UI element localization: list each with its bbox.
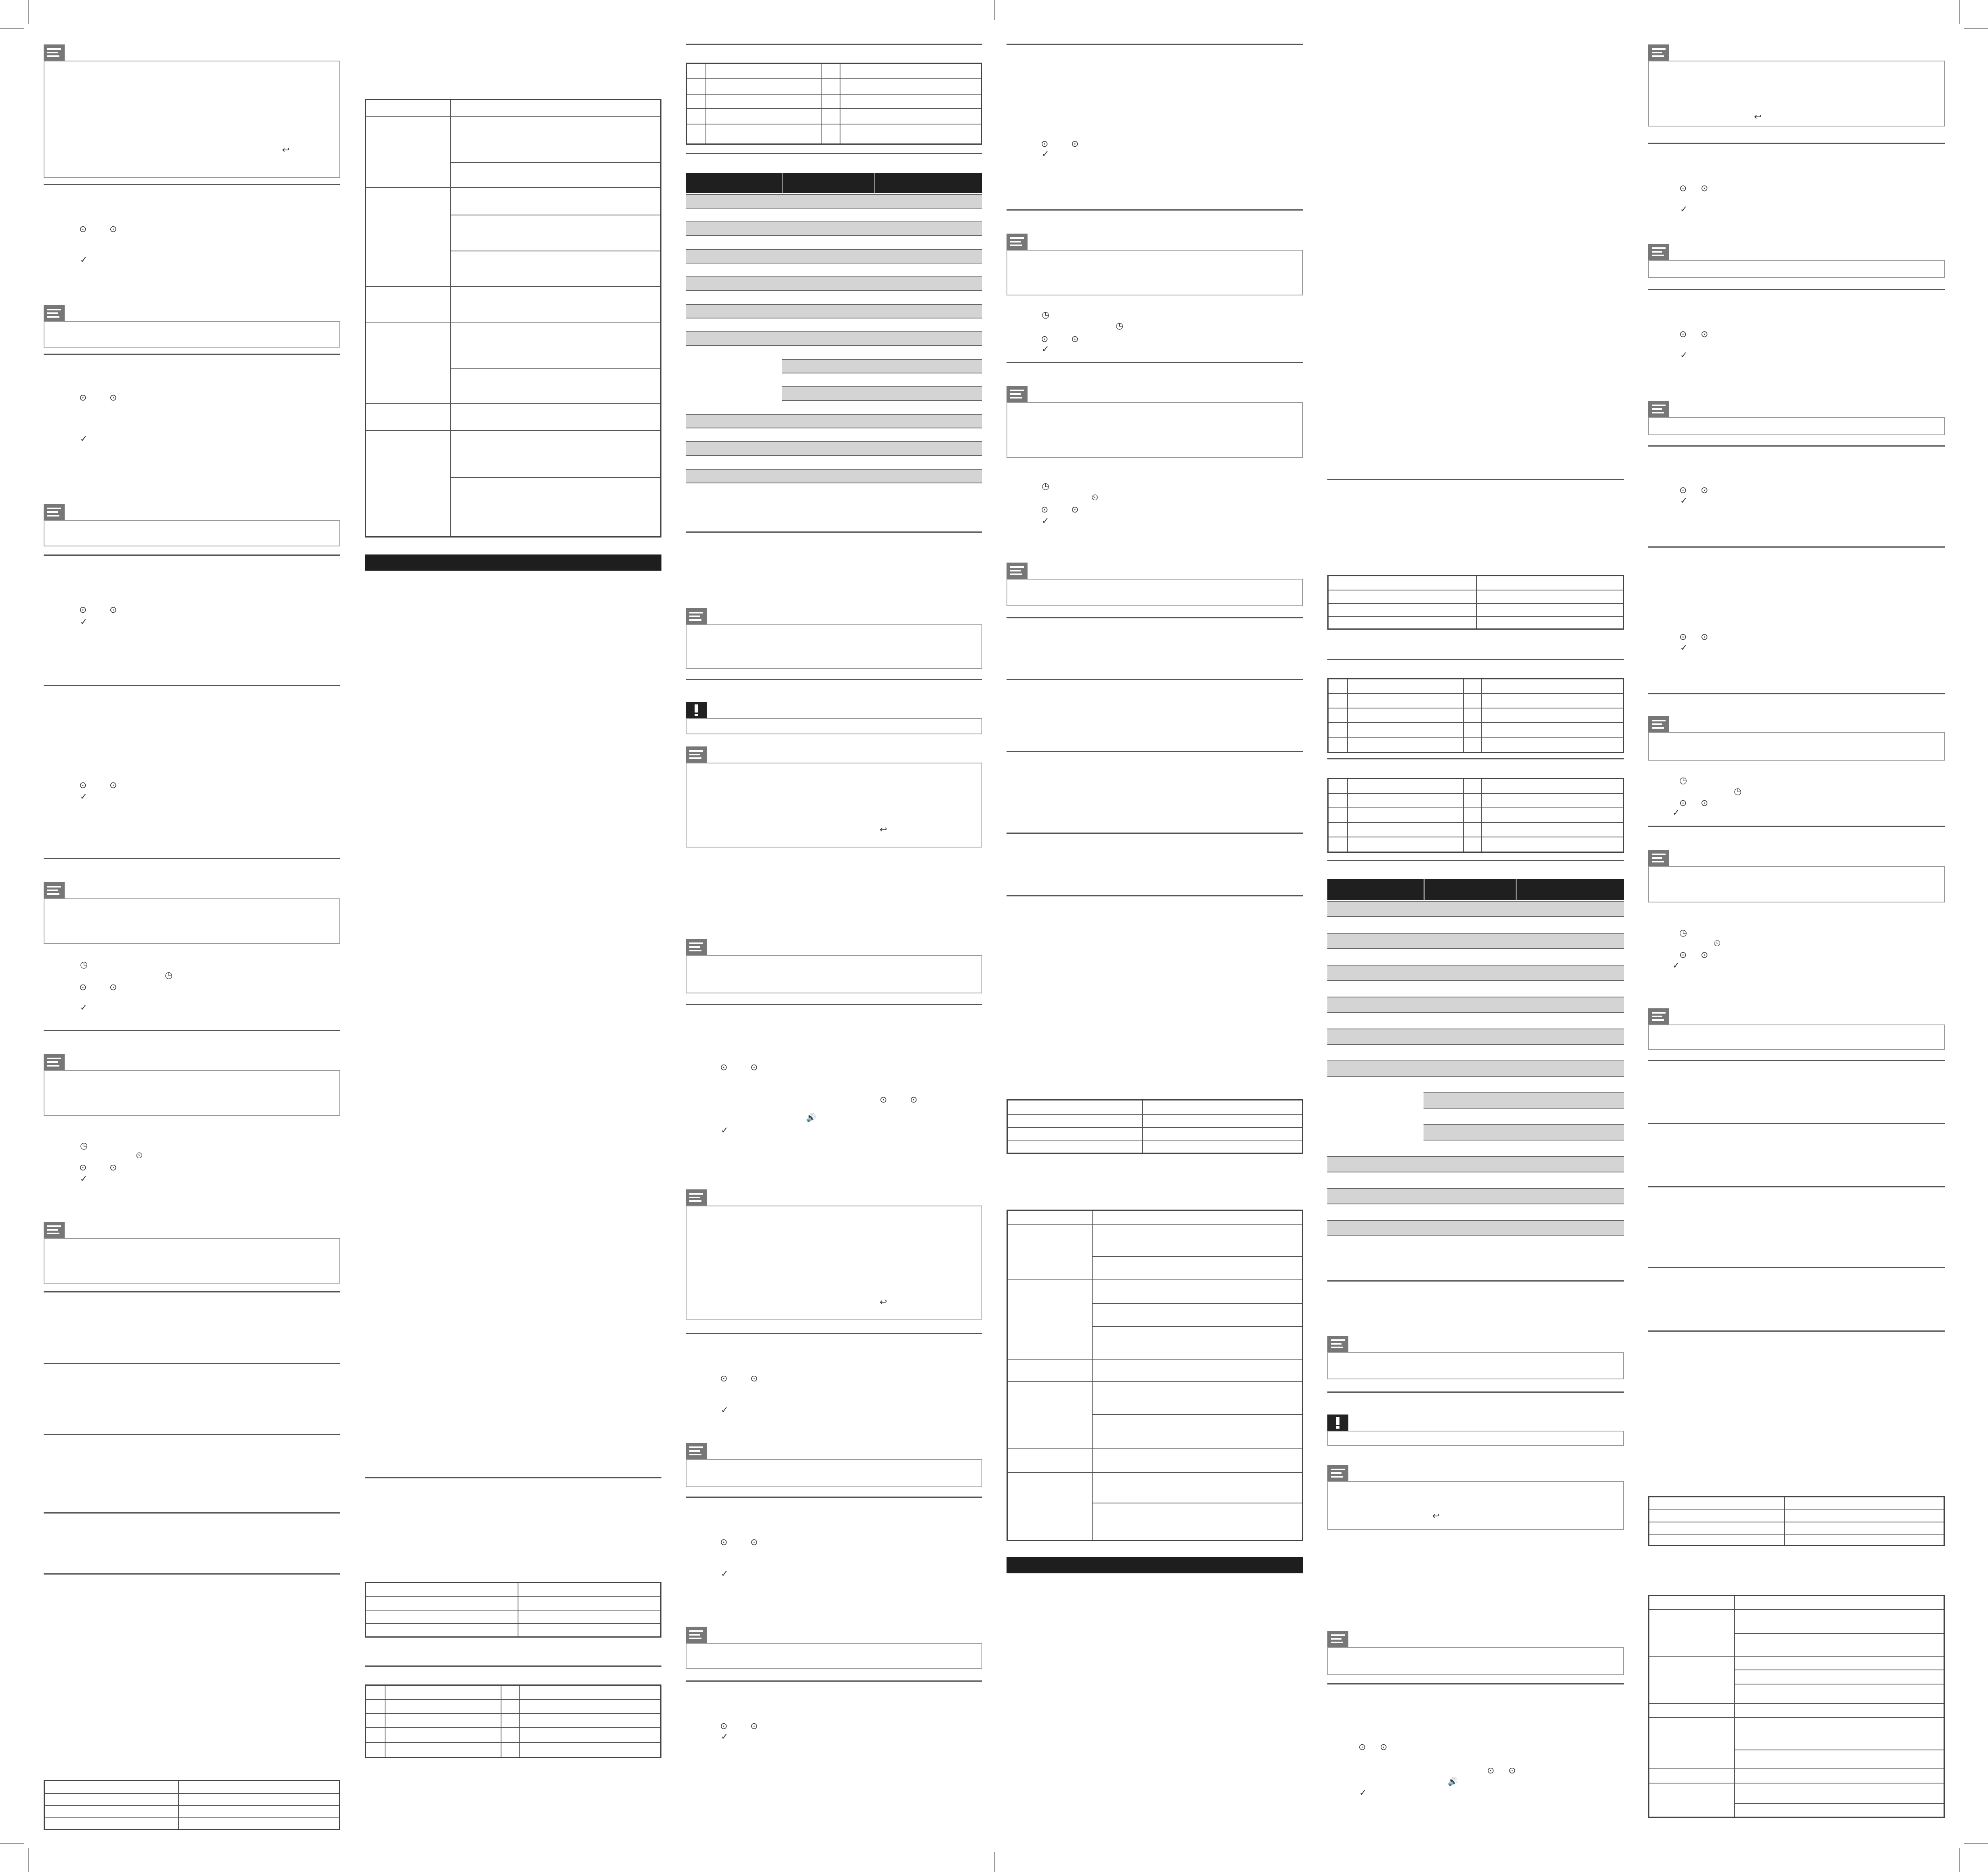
table-band (686, 331, 982, 346)
section-rule (1327, 1391, 1624, 1393)
select-button-icon: ⊙ (1041, 139, 1049, 149)
section-rule (1648, 289, 1945, 290)
clock-icon: ◷ (1679, 928, 1687, 938)
checkmark-icon: ✓ (80, 791, 88, 801)
table-band (686, 304, 982, 318)
note-block (686, 1443, 982, 1487)
section-rule (686, 531, 982, 533)
speaker-icon: 🔊 (806, 1113, 816, 1122)
note-block (1648, 44, 1945, 126)
clock-icon: ◷ (80, 959, 88, 970)
checkmark-icon: ✓ (80, 1174, 88, 1184)
section-rule (44, 354, 340, 355)
note-block (1648, 716, 1945, 761)
section-rule (1648, 1060, 1945, 1061)
note-icon (686, 1443, 707, 1459)
note-icon (1648, 716, 1669, 732)
section-rule (1007, 751, 1303, 752)
fold-mark-top (994, 0, 995, 20)
spec-table (1327, 575, 1624, 630)
table-band (1327, 1060, 1624, 1077)
table-band (1327, 901, 1624, 917)
note-icon (1327, 1336, 1348, 1352)
note-block (686, 746, 982, 847)
select-button-icon: ⊙ (1701, 183, 1708, 193)
section-rule (686, 1680, 982, 1682)
spec-table (686, 63, 982, 145)
column-1 (44, 0, 340, 1872)
select-button-icon: ⊙ (1701, 798, 1708, 808)
note-block (1648, 401, 1945, 435)
column-4 (1007, 0, 1303, 1872)
section-rule (1007, 209, 1303, 211)
section-rule (1327, 1280, 1624, 1282)
select-button-icon: ⊙ (79, 780, 87, 790)
section-rule (686, 1497, 982, 1498)
timer-icon: ⏲ (1714, 938, 1721, 948)
select-button-icon: ⊙ (750, 1373, 758, 1383)
select-button-icon: ⊙ (720, 1373, 728, 1383)
checkmark-icon: ✓ (721, 1568, 729, 1579)
clock-icon: ◷ (1042, 481, 1050, 491)
checkmark-icon: ✓ (1042, 149, 1049, 159)
column-3 (686, 0, 982, 1872)
section-rule (686, 44, 982, 45)
select-button-icon: ⊙ (79, 605, 87, 615)
table-band (1424, 1124, 1624, 1140)
table-band (782, 359, 982, 373)
note-block (44, 44, 340, 178)
clock-icon: ◷ (165, 970, 173, 980)
section-rule (44, 554, 340, 556)
select-button-icon: ⊙ (720, 1062, 728, 1072)
select-button-icon: ⊙ (1679, 183, 1687, 193)
clock-icon: ◷ (1116, 320, 1124, 331)
table-header (686, 173, 982, 193)
note-block (1007, 234, 1303, 295)
table-band (686, 221, 982, 236)
note-block (1648, 850, 1945, 902)
note-icon (686, 608, 707, 624)
select-button-icon: ⊙ (1358, 1742, 1366, 1752)
note-icon (1648, 850, 1669, 866)
clock-icon: ◷ (80, 1140, 88, 1151)
select-button-icon: ⊙ (1071, 334, 1079, 344)
note-block (1327, 1631, 1624, 1675)
table-band (686, 414, 982, 428)
select-button-icon: ⊙ (1487, 1765, 1495, 1775)
note-icon (686, 1627, 707, 1643)
section-rule (44, 1434, 340, 1435)
checkmark-icon: ✓ (80, 255, 88, 265)
select-button-icon: ⊙ (910, 1094, 918, 1105)
select-button-icon: ⊙ (750, 1721, 758, 1731)
note-icon (1648, 244, 1669, 260)
back-icon: ↩ (880, 1297, 887, 1307)
select-button-icon: ⊙ (1679, 950, 1687, 960)
select-button-icon: ⊙ (720, 1721, 728, 1731)
note-icon (686, 1189, 707, 1206)
select-button-icon: ⊙ (1071, 139, 1079, 149)
section-rule (1007, 617, 1303, 618)
section-rule (44, 184, 340, 185)
section-rule (1648, 1123, 1945, 1124)
select-button-icon: ⊙ (750, 1062, 758, 1072)
table-band (1327, 997, 1624, 1013)
select-button-icon: ⊙ (79, 1162, 87, 1172)
section-rule (365, 1665, 661, 1667)
checkmark-icon: ✓ (80, 617, 88, 627)
crop-mark-bottom-right-h (1964, 1843, 1988, 1844)
section-rule (1648, 445, 1945, 447)
clock-icon: ◷ (1679, 775, 1687, 785)
note-icon (1648, 401, 1669, 417)
table-band (1327, 1220, 1624, 1236)
spec-table (44, 1780, 340, 1830)
note-icon (686, 939, 707, 955)
column-5 (1327, 0, 1624, 1872)
section-rule (44, 1573, 340, 1575)
note-icon (1007, 386, 1028, 402)
checkmark-icon: ✓ (1680, 495, 1688, 506)
select-button-icon: ⊙ (1679, 329, 1687, 339)
checkmark-icon: ✓ (721, 1405, 729, 1415)
select-button-icon: ⊙ (79, 392, 87, 403)
section-rule (686, 1004, 982, 1005)
table-header (1327, 879, 1624, 900)
section-rule (1007, 895, 1303, 896)
section-rule (1007, 679, 1303, 680)
timer-icon: ⏲ (1091, 492, 1099, 502)
select-button-icon: ⊙ (1701, 632, 1708, 642)
select-button-icon: ⊙ (1041, 334, 1049, 344)
back-icon: ↩ (880, 824, 887, 835)
section-rule (686, 1333, 982, 1334)
crop-mark-top-left-v (28, 0, 29, 24)
note-icon (44, 504, 65, 520)
section-rule (1648, 143, 1945, 144)
section-rule (686, 153, 982, 154)
checkmark-icon: ✓ (80, 434, 88, 444)
section-rule (44, 1363, 340, 1364)
table-band (1327, 933, 1624, 949)
section-rule (1327, 758, 1624, 759)
warning-icon (686, 702, 707, 718)
select-button-icon: ⊙ (110, 1162, 117, 1172)
table-band (1327, 1188, 1624, 1204)
table-band (1327, 1029, 1624, 1045)
table-band (782, 386, 982, 401)
select-button-icon: ⊙ (1679, 632, 1687, 642)
select-button-icon: ⊙ (110, 224, 117, 234)
section-rule (1648, 1186, 1945, 1187)
section-rule (1648, 546, 1945, 548)
section-rule (365, 1477, 661, 1478)
table-band (686, 441, 982, 456)
section-rule (44, 1512, 340, 1514)
checkmark-icon: ✓ (1680, 204, 1688, 214)
section-rule (1648, 1330, 1945, 1332)
select-button-icon: ⊙ (79, 224, 87, 234)
checkmark-icon: ✓ (1672, 960, 1680, 970)
section-rule (1007, 362, 1303, 363)
section-header-band (365, 554, 661, 571)
checkmark-icon: ✓ (1672, 807, 1680, 818)
note-icon (44, 305, 65, 321)
note-block (686, 1627, 982, 1669)
checkmark-icon: ✓ (721, 1731, 729, 1741)
note-icon (44, 44, 65, 61)
speaker-icon: 🔊 (1448, 1777, 1458, 1786)
select-button-icon: ⊙ (1041, 504, 1049, 514)
checkmark-icon: ✓ (1042, 516, 1049, 526)
table-band (686, 194, 982, 209)
note-block (44, 504, 340, 546)
troubleshooting-table (365, 99, 661, 538)
note-block (1648, 244, 1945, 278)
checkmark-icon: ✓ (1680, 350, 1688, 360)
note-icon (1327, 1631, 1348, 1647)
select-button-icon: ⊙ (1701, 329, 1708, 339)
select-button-icon: ⊙ (1679, 798, 1687, 808)
note-block (686, 608, 982, 669)
table-band (1327, 1156, 1624, 1172)
section-rule (1648, 1267, 1945, 1268)
note-block (1007, 386, 1303, 458)
warning-block (686, 702, 982, 734)
section-rule (1648, 693, 1945, 694)
clock-icon: ◷ (1734, 786, 1742, 796)
back-icon: ↩ (1754, 112, 1762, 122)
section-rule (1327, 479, 1624, 480)
select-button-icon: ⊙ (1508, 1765, 1516, 1775)
table-band (686, 469, 982, 483)
note-icon (1648, 44, 1669, 61)
column-2 (365, 0, 661, 1872)
section-rule (44, 1030, 340, 1031)
spec-table (365, 1684, 661, 1758)
select-button-icon: ⊙ (750, 1537, 758, 1547)
note-icon (686, 746, 707, 763)
note-block (1327, 1336, 1624, 1379)
section-rule (1648, 826, 1945, 827)
note-block (44, 305, 340, 348)
select-button-icon: ⊙ (110, 982, 117, 992)
note-icon (1327, 1465, 1348, 1481)
select-button-icon: ⊙ (110, 780, 117, 790)
checkmark-icon: ✓ (1680, 643, 1688, 653)
crop-mark-top-left-h (0, 28, 24, 29)
select-button-icon: ⊙ (880, 1094, 887, 1105)
section-rule (44, 858, 340, 859)
note-icon (44, 1222, 65, 1238)
back-icon: ↩ (282, 145, 290, 155)
note-block (1007, 563, 1303, 606)
crop-mark-top-right-h (1964, 28, 1988, 29)
select-button-icon: ⊙ (1701, 485, 1708, 495)
note-icon (44, 882, 65, 898)
troubleshooting-table (1648, 1595, 1945, 1818)
crop-mark-bottom-left-h (0, 1843, 24, 1844)
table-band (686, 276, 982, 291)
checkmark-icon: ✓ (80, 1002, 88, 1012)
select-button-icon: ⊙ (720, 1537, 728, 1547)
note-block (686, 939, 982, 993)
note-icon (1007, 563, 1028, 579)
fold-mark-bottom (994, 1852, 995, 1872)
note-block (44, 882, 340, 944)
warning-icon (1327, 1415, 1348, 1431)
warning-block (1327, 1415, 1624, 1446)
timer-icon: ⏲ (136, 1150, 143, 1160)
spec-table (1648, 1496, 1945, 1546)
note-icon (44, 1054, 65, 1070)
spec-table (365, 1582, 661, 1638)
note-icon (1007, 234, 1028, 250)
select-button-icon: ⊙ (1701, 950, 1708, 960)
table-band (1424, 1092, 1624, 1109)
section-rule (1007, 833, 1303, 834)
select-button-icon: ⊙ (1380, 1742, 1388, 1752)
section-rule (1327, 1683, 1624, 1684)
spec-table (1327, 678, 1624, 753)
section-rule (1327, 860, 1624, 861)
note-block (44, 1222, 340, 1284)
table-band (686, 249, 982, 264)
section-rule (686, 679, 982, 680)
section-rule (1327, 659, 1624, 660)
note-block (686, 1189, 982, 1320)
crop-mark-top-right-v (1959, 0, 1960, 24)
spec-table (1007, 1099, 1303, 1154)
section-rule (44, 685, 340, 686)
note-icon (1648, 1008, 1669, 1025)
note-block (1648, 1008, 1945, 1050)
note-block (1327, 1465, 1624, 1530)
section-rule (44, 1291, 340, 1292)
table-band (1327, 965, 1624, 981)
checkmark-icon: ✓ (721, 1125, 729, 1135)
back-icon: ↩ (1432, 1511, 1440, 1521)
spec-table (1327, 778, 1624, 853)
note-block (44, 1054, 340, 1116)
checkmark-icon: ✓ (1359, 1788, 1367, 1798)
section-rule (1007, 44, 1303, 45)
troubleshooting-table (1007, 1210, 1303, 1541)
select-button-icon: ⊙ (110, 605, 117, 615)
select-button-icon: ⊙ (79, 982, 87, 992)
section-header-band (1007, 1557, 1303, 1573)
clock-icon: ◷ (1042, 310, 1050, 320)
select-button-icon: ⊙ (1679, 485, 1687, 495)
checkmark-icon: ✓ (1042, 344, 1049, 354)
select-button-icon: ⊙ (1071, 504, 1079, 514)
crop-mark-bottom-right-v (1959, 1848, 1960, 1872)
select-button-icon: ⊙ (110, 392, 117, 403)
column-6 (1648, 0, 1945, 1872)
crop-mark-bottom-left-v (28, 1848, 29, 1872)
